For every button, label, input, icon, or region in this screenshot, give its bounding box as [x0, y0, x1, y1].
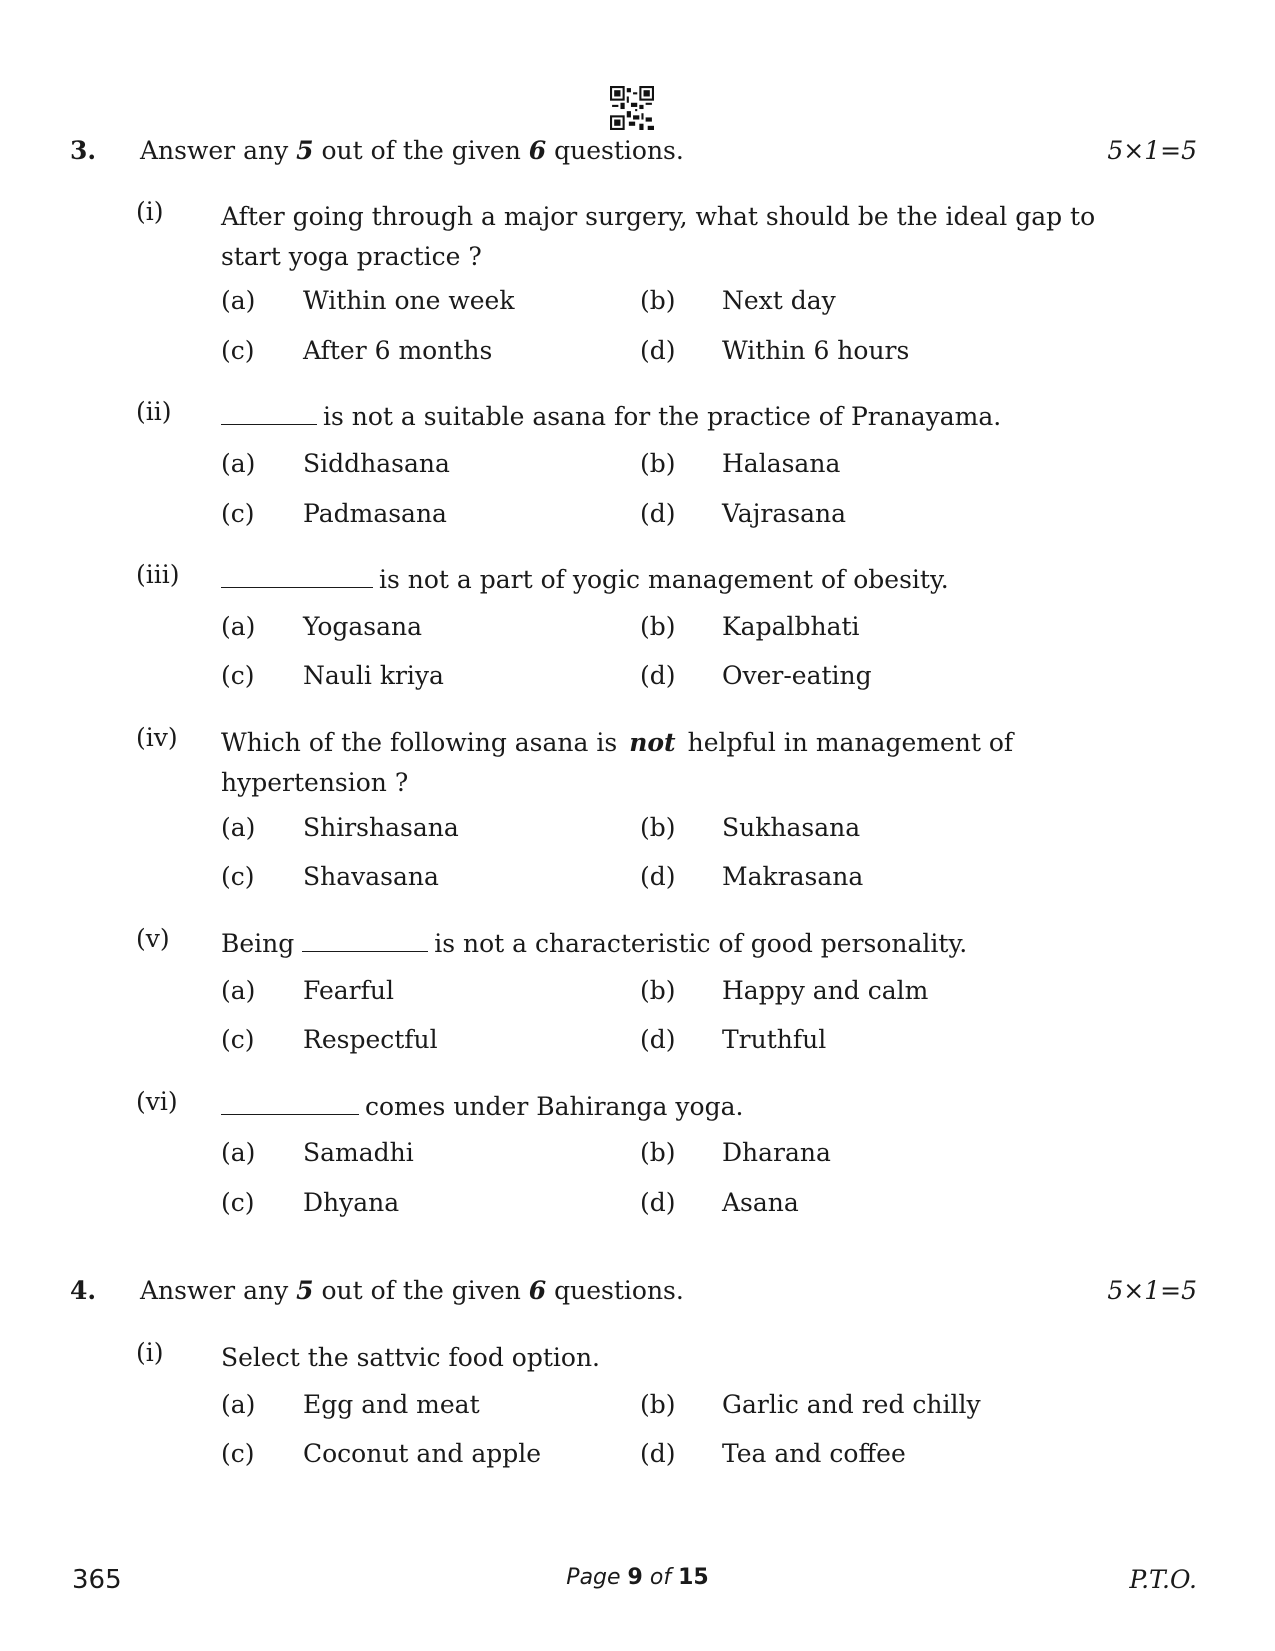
- qr-code-icon: [610, 86, 654, 130]
- question-number: 3.: [70, 136, 97, 165]
- question-text: After going through a major surgery, what should be the ideal gap to start yoga practice ?: [221, 202, 1096, 271]
- answer-blank: [302, 927, 428, 952]
- sub-question-number: (iii): [136, 560, 180, 589]
- answer-blank: [221, 1090, 359, 1115]
- question-4-header: [0, 1276, 1275, 1316]
- question-3-header: [0, 136, 1275, 176]
- sub-question-number: (i): [136, 197, 164, 226]
- question-text: is not a suitable asana for the practice of Pranayama.: [221, 397, 1133, 437]
- instruction: Answer any 5 out of the given 6 questions.: [140, 136, 684, 165]
- question-number: 4.: [70, 1276, 97, 1305]
- question-text: Select the sattvic food option.: [221, 1343, 600, 1372]
- sub-question-number: (iv): [136, 723, 178, 752]
- sub-question-number: (v): [136, 924, 170, 953]
- instruction: Answer any 5 out of the given 6 questions.: [140, 1276, 684, 1305]
- question-text: Being is not a characteristic of good personality.: [221, 929, 968, 958]
- question-text: is not a part of yogic management of obesity.: [221, 560, 1133, 600]
- sub-question-number: (ii): [136, 397, 172, 426]
- marks: 5×1=5: [1107, 136, 1197, 165]
- marks: 5×1=5: [1107, 1276, 1197, 1305]
- page-indicator: Page 9 of 15: [566, 1565, 709, 1590]
- answer-blank: [221, 563, 373, 588]
- answer-blank: [221, 400, 317, 425]
- question-text: Which of the following asana is not helpful in management of hypertension ?: [221, 728, 1014, 797]
- pto-label: P.T.O.: [1129, 1565, 1197, 1594]
- sub-question-number: (vi): [136, 1087, 178, 1116]
- sub-question-number: (i): [136, 1338, 164, 1367]
- paper-code: 365: [72, 1565, 122, 1595]
- question-text: comes under Bahiranga yoga.: [221, 1087, 1133, 1127]
